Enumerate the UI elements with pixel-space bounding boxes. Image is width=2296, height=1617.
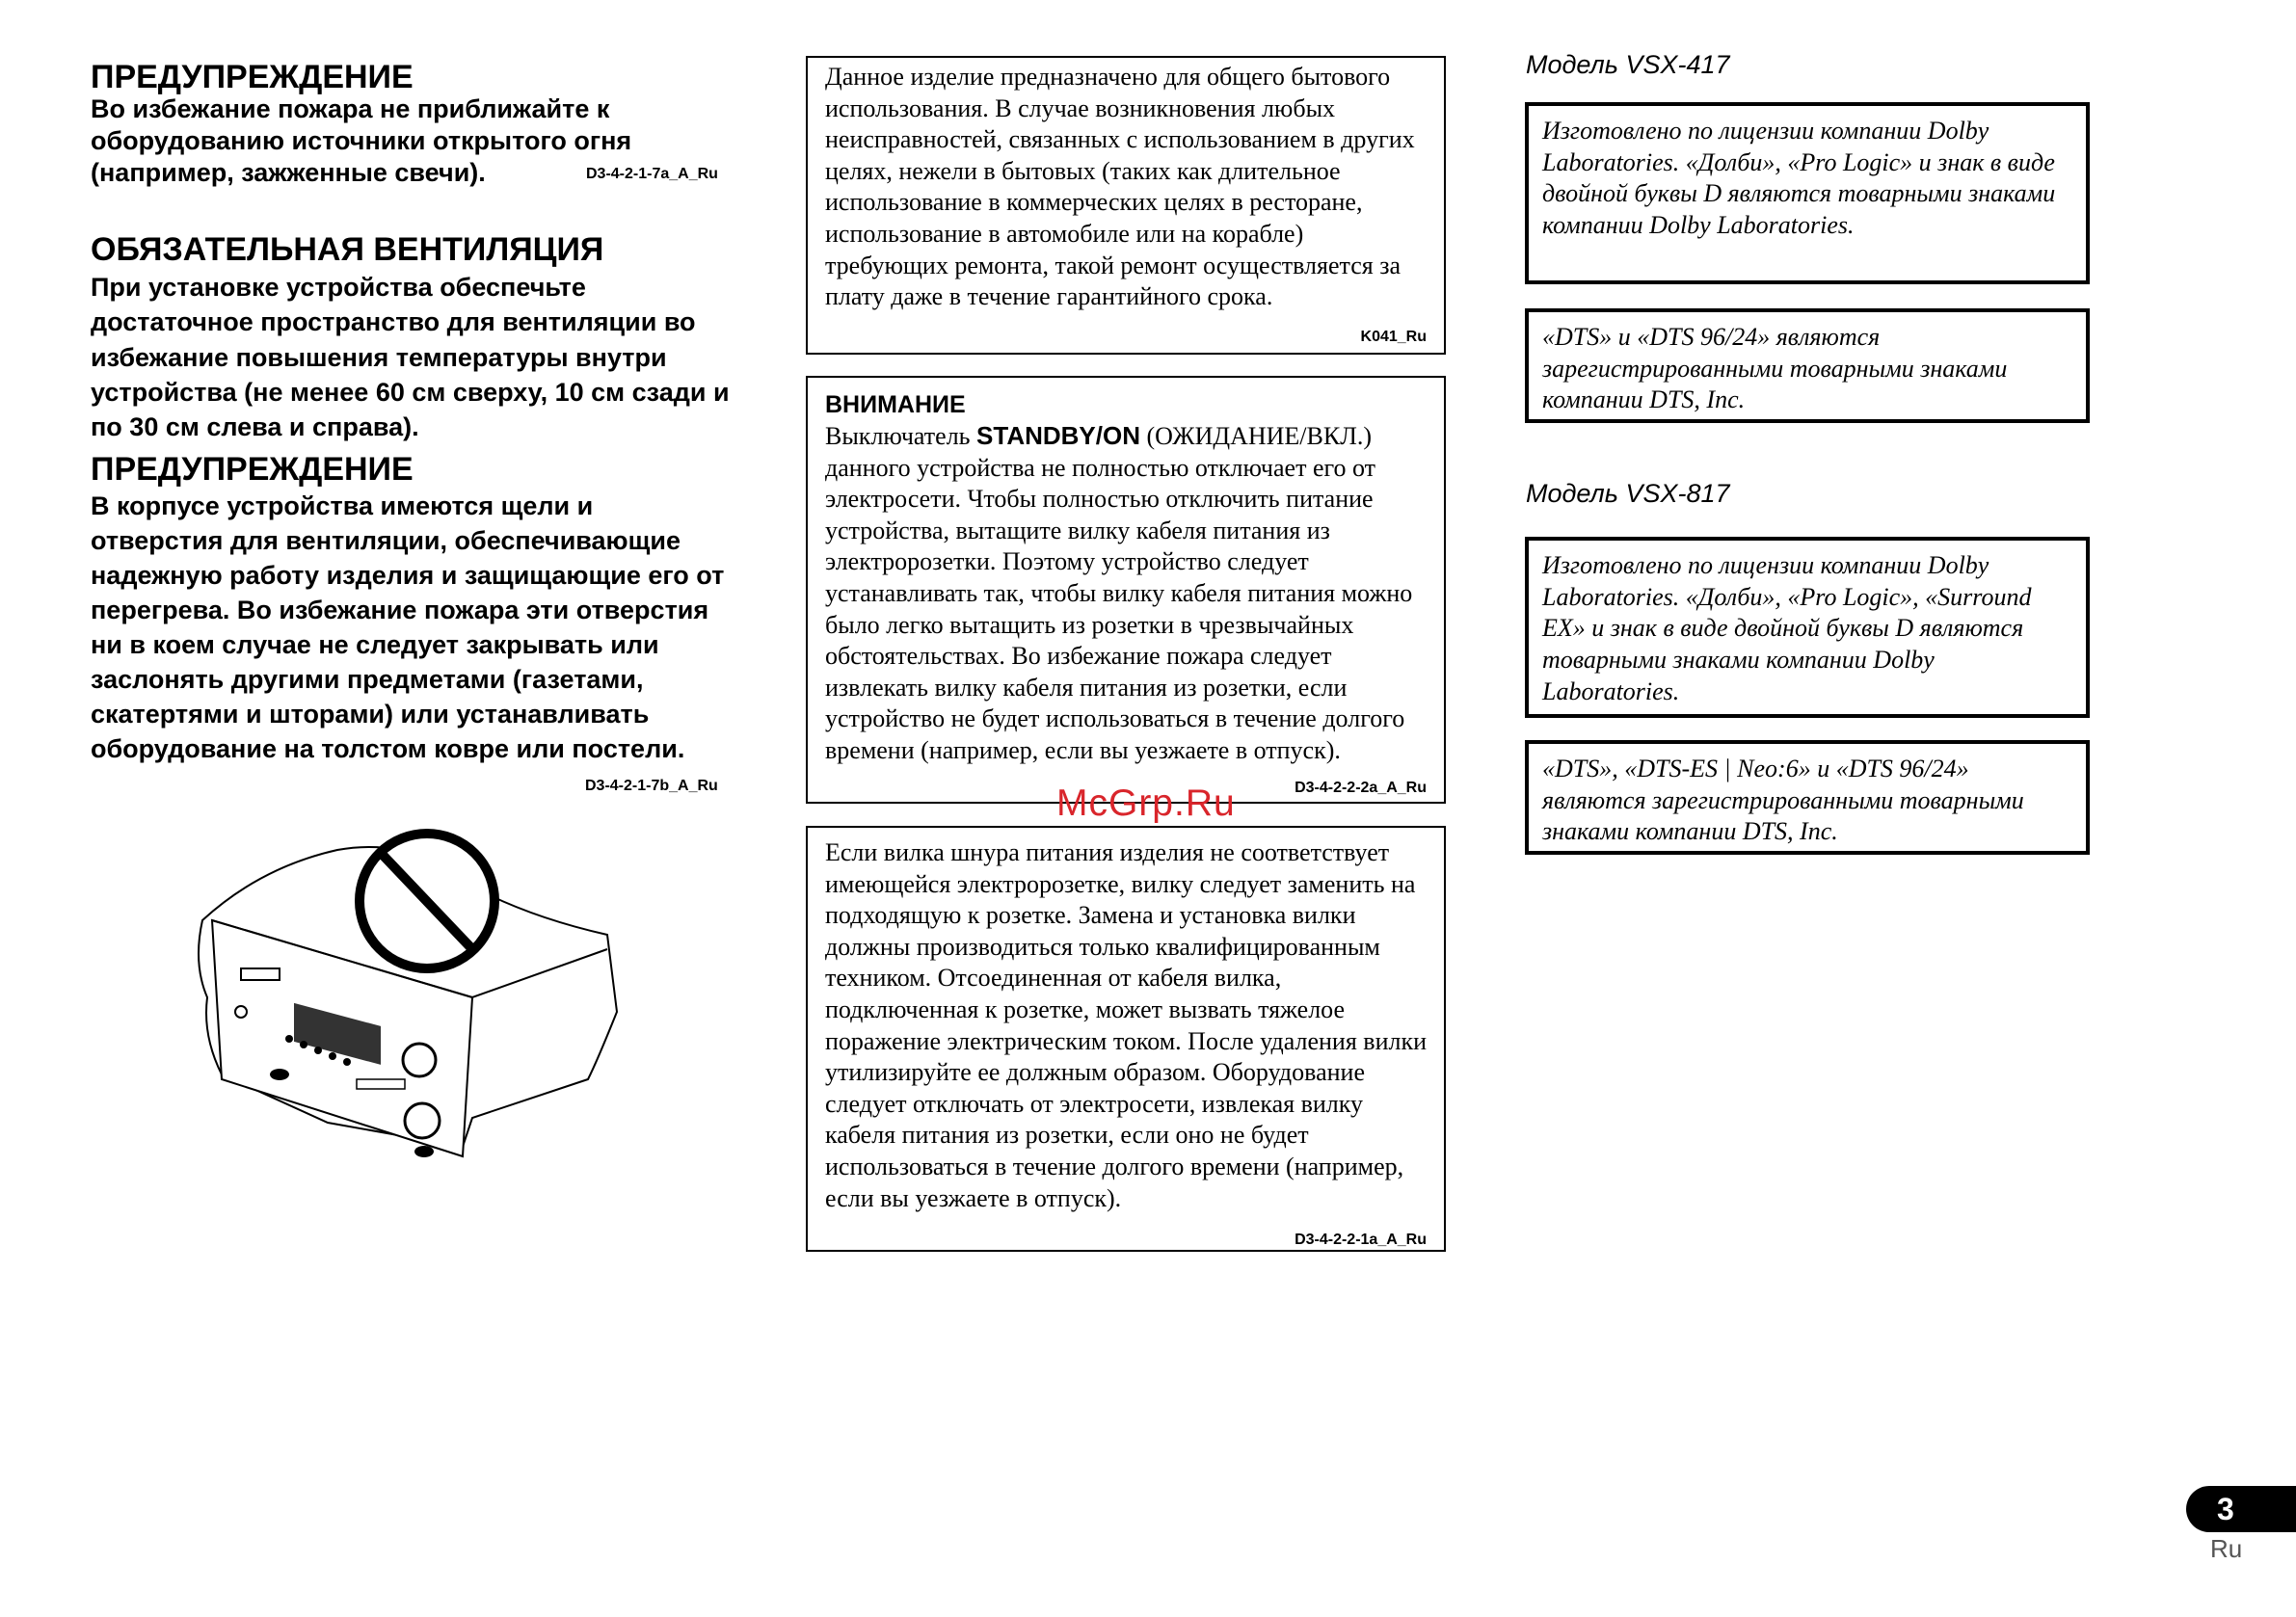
volume-knob-icon: [403, 1044, 436, 1076]
standby-on-switch-label: STANDBY/ON: [976, 421, 1140, 450]
plug-replacement-text: Если вилка шнура питания изделия не соответствует имеющейся электророзетке, вилку следует заменить на подходящую к розетке. Замена и установка вилки должны производиться только квалифицированным техником. Отсоединенная от кабеля вилка, подключенная к розетке, может вызвать тяжелое поражение электрическим током. После удаления вилки утилизируйте ее должным образом. Оборудование следует отключать от электросети, извлекая вилку кабеля питания из розетки, если оно не будет использоваться в течение долгого времени (например, если вы уезжаете в отпуск).: [825, 838, 1428, 1212]
caution-code: D3-4-2-2-2a_A_Ru: [1295, 780, 1427, 796]
model-label-vsx817: Модель VSX-817: [1526, 479, 1730, 508]
input-knob-icon: [405, 1103, 440, 1138]
dolby-trademark-box-vsx817: [1525, 537, 2090, 718]
caution-text: Выключатель STANDBY/ON (ОЖИДАНИЕ/ВКЛ.) данного устройства не полностью отключает его от электросети. Чтобы полностью отключить питание устройства, вытащите вилку кабеля питания из электророзетки. Поэтому устройство следует устанавливать так, чтобы вилку кабеля питания можно было легко вытащить из розетки в чрезвычайных обстоятельствах. Во избежание пожара следует извлекать вилку кабеля питания из розетки, если устройство не будет использоваться в течение долгого времени (например, если вы уезжаете в отпуск).: [825, 421, 1413, 764]
warning-title-1: ПРЕДУПРЕЖДЕНИЕ: [91, 59, 414, 95]
plug-replacement-code: D3-4-2-2-1a_A_Ru: [1295, 1232, 1427, 1248]
page-language: Ru: [2210, 1534, 2243, 1563]
caution-standby-box: [806, 376, 1446, 804]
dts-trademark-box-vsx417: [1525, 308, 2090, 423]
household-use-code: K041_Ru: [1360, 329, 1427, 345]
ventilation-title: ОБЯЗАТЕЛЬНАЯ ВЕНТИЛЯЦИЯ: [91, 231, 604, 268]
model-label-vsx417: Модель VSX-417: [1526, 50, 1730, 79]
caution-title: ВНИМАНИЕ: [825, 391, 966, 418]
dolby-trademark-text-vsx417: Изготовлено по лицензии компании Dolby Laboratories. «Долби», «Pro Logic» и знак в виде двойной буквы D являются товарными знаками компании Dolby Laboratories.: [1542, 117, 2056, 240]
warning-text-1: Во избежание пожара не приближайте к оборудованию источники открытого огня (например, зажженные свечи).: [91, 94, 632, 187]
household-use-text: Данное изделие предназначено для общего бытового использования. В случае возникновения любых неисправностей, связанных с использованием в других целях, нежели в бытовых (таких как длительное использование в коммерческих целях в ресторане, использование в автомобиле или на корабле) требующих ремонта, такой ремонт осуществляется за плату даже в течение гарантийного срока.: [825, 63, 1415, 311]
household-use-notice-box: [806, 56, 1446, 355]
dolby-trademark-text-vsx817: Изготовлено по лицензии компании Dolby Laboratories. «Долби», «Pro Logic», «Surround EX» и знак в виде двойной буквы D являются товарными знаками компании Dolby Laboratories.: [1542, 551, 2032, 705]
covered-receiver-prohibited-illustration: [183, 829, 627, 1176]
page-number-tab: [2186, 1486, 2296, 1532]
warning-code-2: D3-4-2-1-7b_A_Ru: [585, 778, 718, 794]
dts-trademark-text-vsx417: «DTS» и «DTS 96/24» являются зарегистрированными товарными знаками компании DTS, Inc.: [1542, 323, 2008, 414]
watermark: McGrp.Ru: [1056, 782, 1236, 824]
dolby-trademark-box-vsx417: [1525, 102, 2090, 284]
dts-trademark-box-vsx817: [1525, 740, 2090, 855]
plug-replacement-box: [806, 826, 1446, 1252]
warning-text-2: В корпусе устройства имеются щели и отверстия для вентиляции, обеспечивающие надежную работу изделия и защищающие его от перегрева. Во избежание пожара эти отверстия ни в коем случае не следует закрывать или заслонять другими предметами (газетами, скатертями и шторами) или устанавливать оборудование на толстом ковре или постели.: [91, 491, 725, 763]
ventilation-text: При установке устройства обеспечьте достаточное пространство для вентиляции во избежание повышения температуры внутри устройства (не менее 60 см сверху, 10 см сзади и по 30 см слева и справа).: [91, 273, 730, 442]
warning-title-2: ПРЕДУПРЕЖДЕНИЕ: [91, 451, 414, 488]
page-number: 3: [2217, 1492, 2234, 1526]
warning-code-1: D3-4-2-1-7a_A_Ru: [586, 166, 718, 182]
dts-trademark-text-vsx817: «DTS», «DTS-ES | Neo:6» и «DTS 96/24» являются зарегистрированными товарными знаками компании DTS, Inc.: [1542, 755, 2024, 846]
